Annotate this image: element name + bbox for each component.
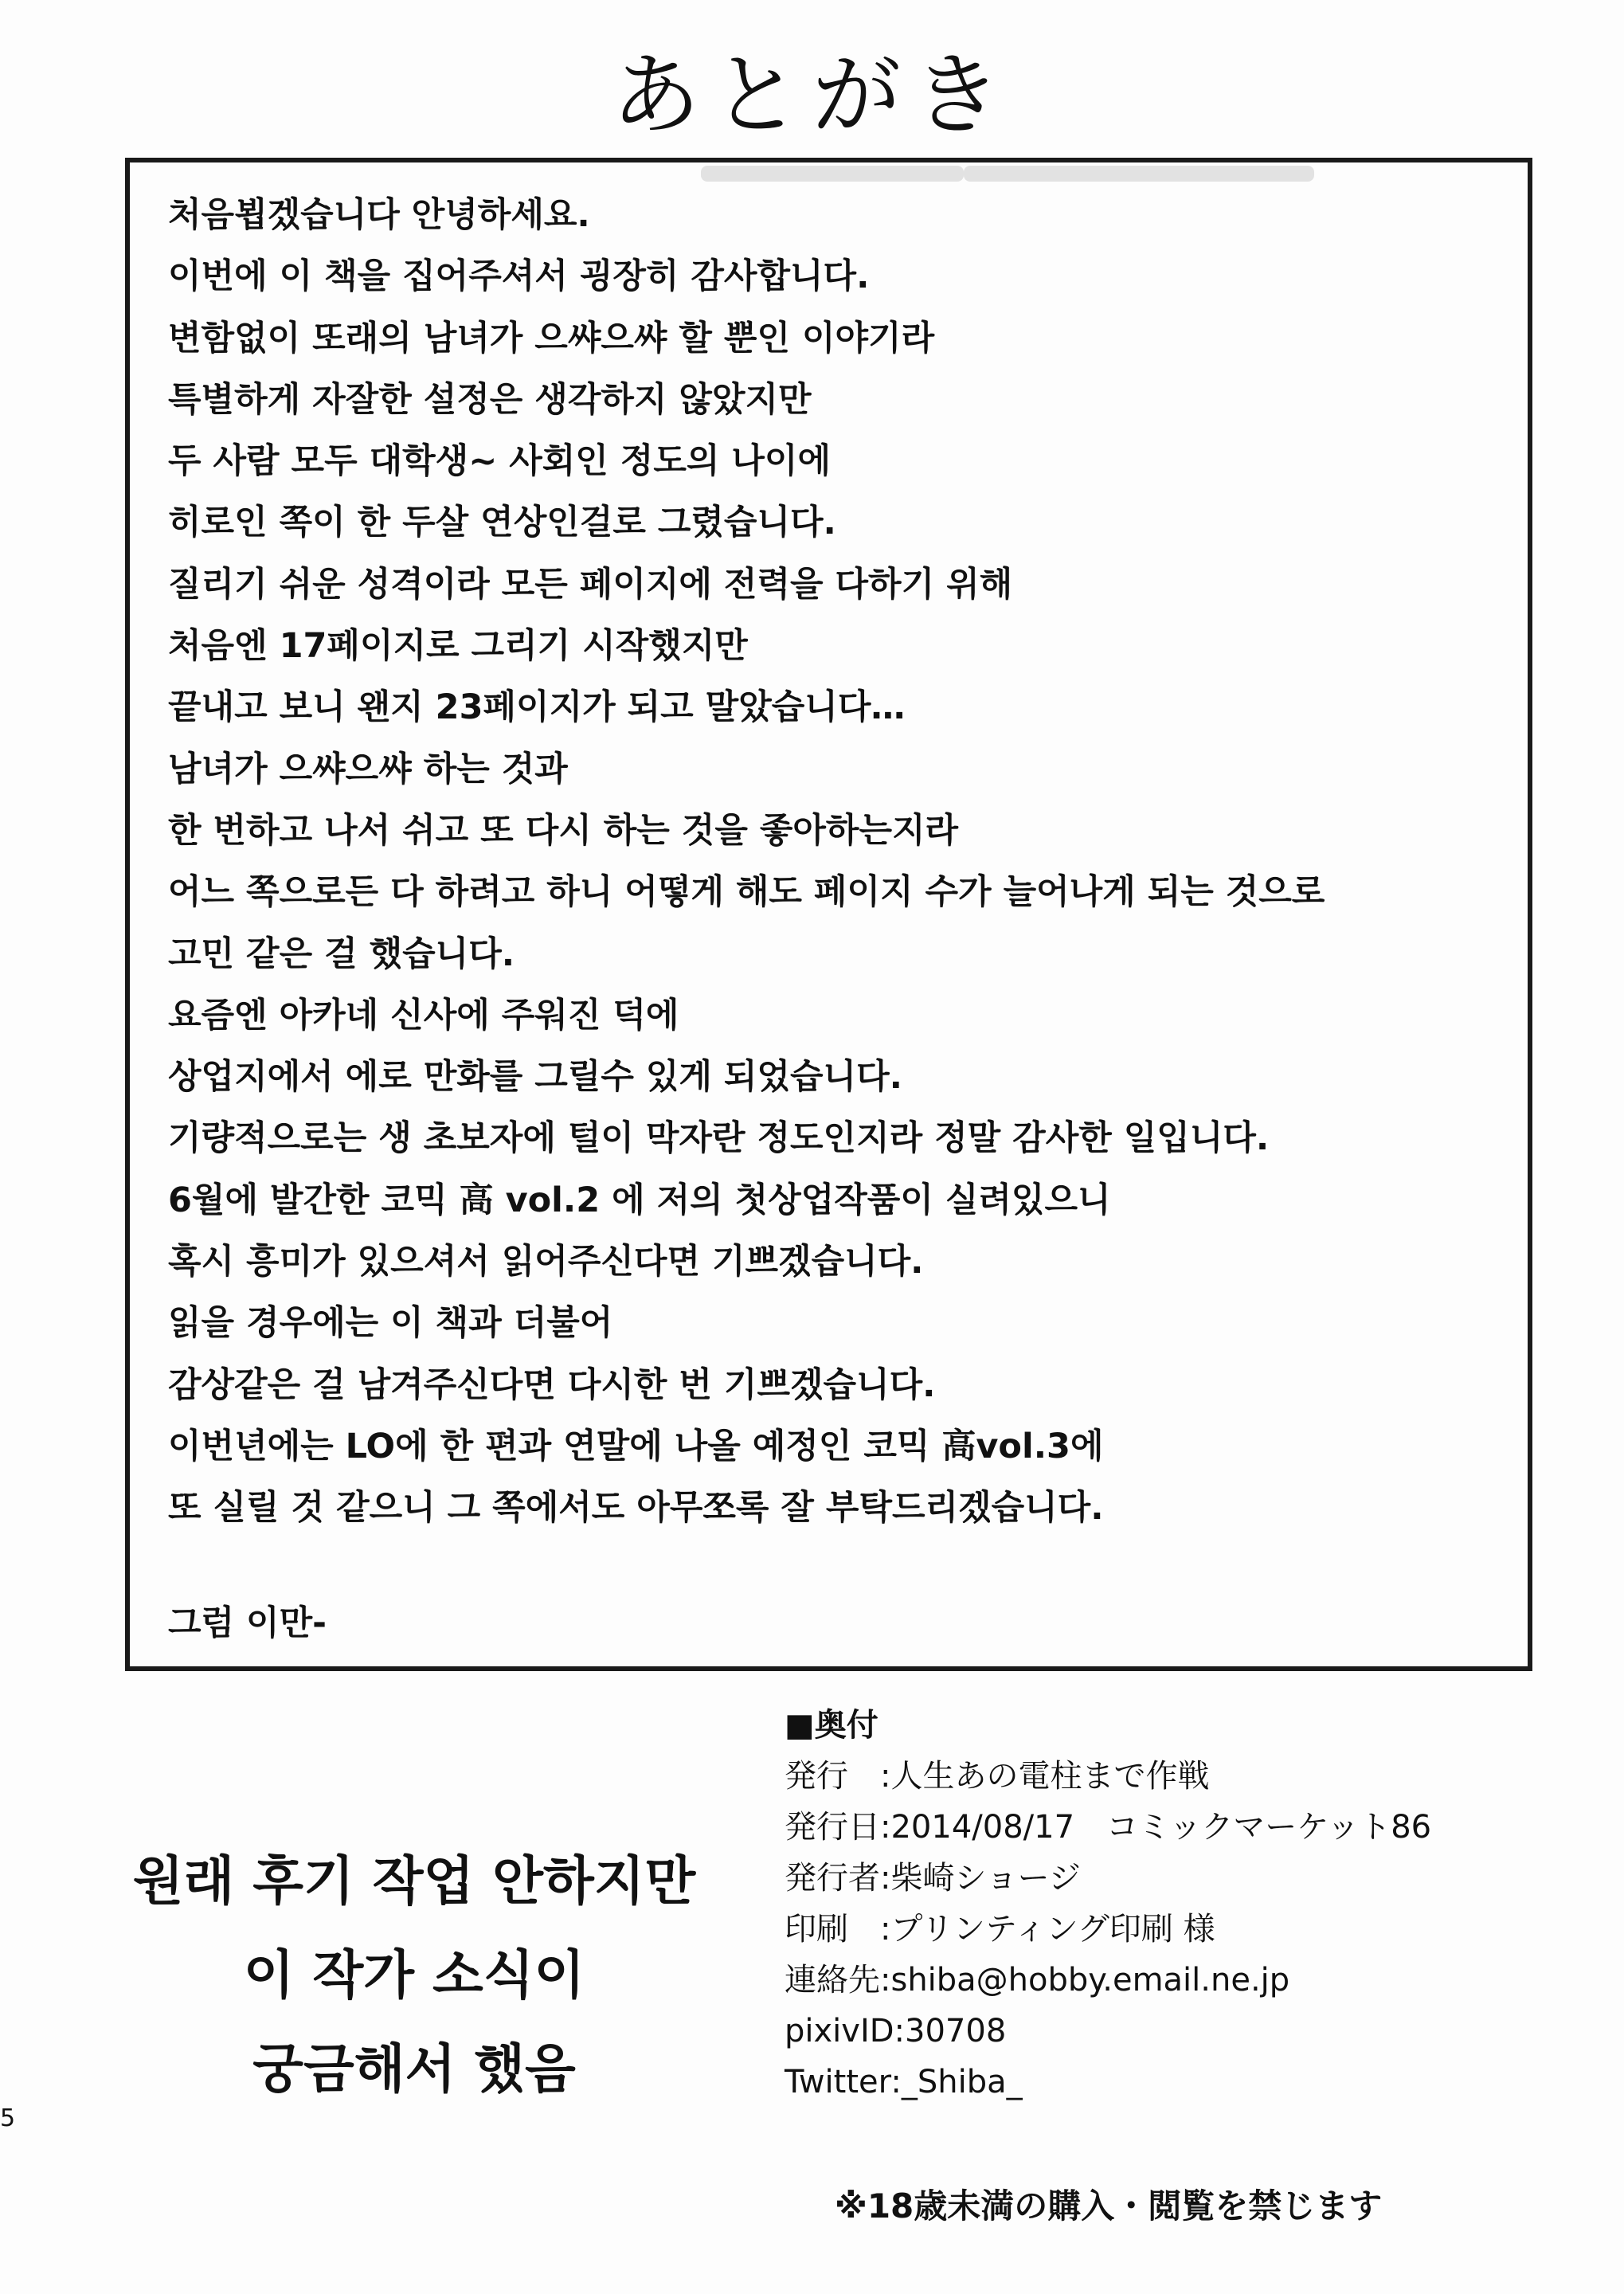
colophon-issuer: 発行者:柴崎ショージ [785,1860,1081,1897]
afterword-line: 처음뵙겠습니다 안녕하세요. [168,195,590,235]
afterword-line: 처음엔 17페이지로 그리기 시작했지만 [168,626,748,667]
page-number: 5 [0,2104,16,2132]
colophon [785,1703,1431,2111]
afterword-line: 읽을 경우에는 이 책과 더불어 [168,1303,613,1344]
afterword-line: 특별하게 자잘한 설정은 생각하지 않았지만 [168,379,812,420]
colophon-contact: 連絡先:shiba@hobby.email.ne.jp [785,1962,1290,1998]
afterword-line: 또 실릴 것 같으니 그 쪽에서도 아무쪼록 잘 부탁드리겠습니다. [168,1488,1104,1529]
colophon-date: 発行日:2014/08/17 コミックマーケット86 [785,1809,1432,1846]
colophon-publisher: 発行 :人生あの電柱まで作戦 [785,1758,1210,1795]
afterword-line: 두 사람 모두 대학생~ 사회인 정도의 나이에 [168,441,831,482]
afterword-line: 고민 같은 걸 했습니다. [168,934,515,974]
afterword-line: 이번년에는 LO에 한 편과 연말에 나올 예정인 코믹 高vol.3에 [168,1426,1104,1466]
afterword-line: 남녀가 으쌰으쌰 하는 것과 [168,749,568,789]
translator-note-line: 궁금해서 했음 [252,2038,576,2100]
colophon-pixiv: pixivID:30708 [785,2013,1007,2049]
colophon-printer: 印刷 :プリンティング印刷 様 [785,1911,1215,1948]
afterword-line: 한 번하고 나서 쉬고 또 다시 하는 것을 좋아하는지라 [168,810,959,851]
afterword-line: 히로인 쪽이 한 두살 연상인걸로 그렸습니다. [168,503,836,543]
afterword-line: 요즘엔 아카네 신사에 주워진 덕에 [168,995,679,1035]
afterword-closing: 그럼 이만- [168,1603,327,1643]
afterword-line: 변함없이 또래의 남녀가 으쌰으쌰 할 뿐인 이야기라 [168,318,935,358]
age-restriction-notice: ※18歳未満の購入・閲覧を禁じます [835,2186,1383,2225]
translator-note-line: 원래 후기 작업 안하지만 [132,1850,696,1912]
afterword-line: 질리기 쉬운 성격이라 모든 페이지에 전력을 다하기 위해 [168,564,1013,605]
colophon-twitter: Twitter:_Shiba_ [785,2064,1023,2100]
page-title: あとがき [611,44,1013,147]
afterword-body [168,191,1506,1546]
afterword-line: 상업지에서 에로 만화를 그릴수 있게 되었습니다. [168,1057,902,1098]
afterword-line: 기량적으로는 생 초보자에 털이 막자란 정도인지라 정말 감사한 일입니다. [168,1118,1270,1159]
afterword-line: 끝내고 보니 왠지 23페이지가 되고 말았습니다… [168,687,906,728]
colophon-heading: ■奥付 [785,1707,879,1744]
afterword-line: 이번에 이 책을 집어주셔서 굉장히 감사합니다. [168,256,870,297]
afterword-line: 어느 쪽으로든 다 하려고 하니 어떻게 해도 페이지 수가 늘어나게 되는 것으로 [168,872,1325,913]
afterword-line: 6월에 발간한 코믹 高 vol.2 에 저의 첫상업작품이 실려있으니 [168,1180,1111,1220]
afterword-line: 감상같은 걸 남겨주신다면 다시한 번 기쁘겠습니다. [168,1364,936,1405]
translator-note-line: 이 작가 소식이 [243,1944,585,2006]
afterword-line: 혹시 흥미가 있으셔서 읽어주신다면 기쁘겠습니다. [168,1242,924,1282]
